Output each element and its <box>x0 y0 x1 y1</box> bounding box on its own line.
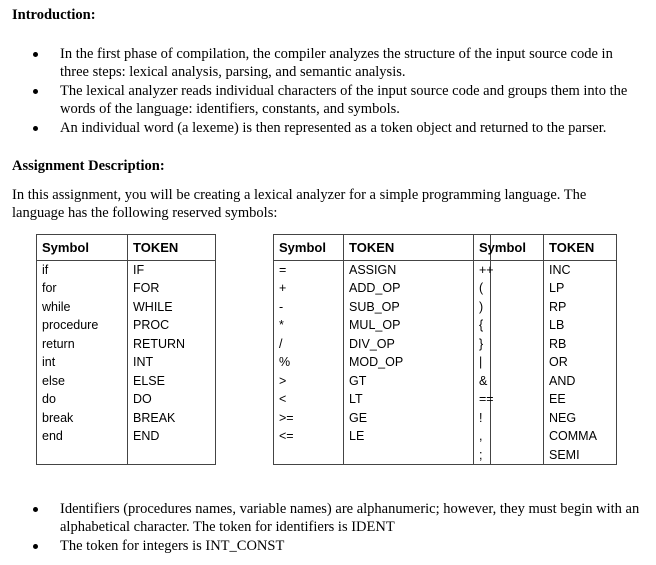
intro-bullet-text: In the first phase of compilation, the compiler analyzes the structure of the input source code in three steps: lexical analysis, parsing, and semantic analysis. <box>60 46 613 80</box>
token-cell: ELSE <box>128 372 216 391</box>
notes-bullet-text: Identifiers (procedures names, variable names) are alphanumeric; however, they must begin with an alphabetical character. The token for identifiers is IDENT <box>60 501 640 535</box>
token-cell: MOD_OP <box>344 353 491 372</box>
symbol-cell: return <box>37 335 128 354</box>
column-header: TOKEN <box>344 235 491 261</box>
token-cell: INC <box>544 261 617 280</box>
symbol-cell: >= <box>274 409 344 428</box>
table-row <box>37 335 216 354</box>
symbol-cell: & <box>474 372 544 391</box>
symbol-cell: int <box>37 353 128 372</box>
table-row <box>37 427 216 446</box>
token-cell: WHILE <box>128 298 216 317</box>
token-cell: RETURN <box>128 335 216 354</box>
table-row <box>474 261 617 280</box>
table-row <box>37 298 216 317</box>
keyword-token-table <box>36 234 216 465</box>
symbol-cell: break <box>37 409 128 428</box>
intro-bullet <box>0 119 656 137</box>
token-cell: GT <box>344 372 491 391</box>
symbol-cell: + <box>274 279 344 298</box>
token-cell <box>128 446 216 465</box>
notes-bullet-list <box>0 500 656 556</box>
table-row <box>474 335 617 354</box>
token-cell: SEMI <box>544 446 617 465</box>
symbol-cell: procedure <box>37 316 128 335</box>
table-row <box>474 427 617 446</box>
symbol-cell: for <box>37 279 128 298</box>
notes-bullet <box>0 500 656 536</box>
token-cell: INT <box>128 353 216 372</box>
token-cell: MUL_OP <box>344 316 491 335</box>
bullet-dot-icon <box>33 52 38 57</box>
token-cell: GE <box>344 409 491 428</box>
table-row <box>37 390 216 409</box>
token-cell: LE <box>344 427 491 446</box>
symbol-cell: <= <box>274 427 344 446</box>
token-cell: SUB_OP <box>344 298 491 317</box>
notes-bullet-text: The token for integers is INT_CONST <box>60 538 285 554</box>
table-row <box>474 316 617 335</box>
token-cell <box>344 446 491 465</box>
table-row <box>37 261 216 280</box>
table-row <box>37 279 216 298</box>
symbol-cell: > <box>274 372 344 391</box>
table-row <box>37 409 216 428</box>
token-cell: ADD_OP <box>344 279 491 298</box>
token-cell: DIV_OP <box>344 335 491 354</box>
table-row <box>274 409 491 428</box>
table-header-row <box>37 235 216 261</box>
symbol-cell: == <box>474 390 544 409</box>
token-cell: EE <box>544 390 617 409</box>
bullet-dot-icon <box>33 89 38 94</box>
intro-bullet <box>0 82 656 118</box>
table-row <box>274 446 491 465</box>
symbol-cell: ) <box>474 298 544 317</box>
operator-token-table <box>273 234 491 465</box>
symbol-cell: if <box>37 261 128 280</box>
symbol-cell: while <box>37 298 128 317</box>
intro-bullet-list <box>0 45 656 138</box>
symbol-cell: , <box>474 427 544 446</box>
token-cell: AND <box>544 372 617 391</box>
table-row <box>274 353 491 372</box>
symbol-cell: % <box>274 353 344 372</box>
token-cell: PROC <box>128 316 216 335</box>
token-cell: ASSIGN <box>344 261 491 280</box>
symbol-cell: ( <box>474 279 544 298</box>
token-cell: RB <box>544 335 617 354</box>
table-row <box>474 372 617 391</box>
intro-heading: Introduction: <box>12 7 96 23</box>
symbol-cell: ! <box>474 409 544 428</box>
bullet-dot-icon <box>33 126 38 131</box>
table-row <box>474 390 617 409</box>
token-cell: IF <box>128 261 216 280</box>
symbol-cell: ++ <box>474 261 544 280</box>
symbol-cell: end <box>37 427 128 446</box>
symbol-cell <box>37 446 128 465</box>
symbol-cell: / <box>274 335 344 354</box>
token-cell: RP <box>544 298 617 317</box>
symbol-cell: else <box>37 372 128 391</box>
assignment-heading: Assignment Description: <box>12 158 165 174</box>
bullet-dot-icon <box>33 544 38 549</box>
token-cell: NEG <box>544 409 617 428</box>
symbol-cell <box>274 446 344 465</box>
token-cell: END <box>128 427 216 446</box>
symbol-cell: | <box>474 353 544 372</box>
table-row <box>37 446 216 465</box>
symbol-cell: do <box>37 390 128 409</box>
token-cell: DO <box>128 390 216 409</box>
table-row <box>37 353 216 372</box>
intro-bullet-text: The lexical analyzer reads individual characters of the input source code and groups them into the words of the language: identifiers, constants, and symbols. <box>60 83 628 117</box>
symbol-cell: } <box>474 335 544 354</box>
table-row <box>474 353 617 372</box>
column-header: Symbol <box>274 235 344 261</box>
table-row <box>37 372 216 391</box>
table-row <box>274 390 491 409</box>
token-cell: OR <box>544 353 617 372</box>
table-row <box>274 261 491 280</box>
punctuation-token-table <box>473 234 617 465</box>
token-cell: LB <box>544 316 617 335</box>
table-row <box>274 298 491 317</box>
notes-bullet <box>0 537 656 555</box>
token-cell: LP <box>544 279 617 298</box>
token-cell: LT <box>344 390 491 409</box>
token-cell: COMMA <box>544 427 617 446</box>
intro-bullet-text: An individual word (a lexeme) is then represented as a token object and returned to the parser. <box>60 120 607 136</box>
column-header: TOKEN <box>128 235 216 261</box>
token-cell: FOR <box>128 279 216 298</box>
bullet-dot-icon <box>33 507 38 512</box>
table-row <box>274 316 491 335</box>
table-row <box>37 316 216 335</box>
token-cell: BREAK <box>128 409 216 428</box>
column-header: TOKEN <box>544 235 617 261</box>
table-row <box>274 427 491 446</box>
table-row <box>474 279 617 298</box>
table-row <box>474 446 617 465</box>
symbol-cell: * <box>274 316 344 335</box>
column-header: Symbol <box>474 235 544 261</box>
table-header-row <box>474 235 617 261</box>
table-row <box>474 298 617 317</box>
table-header-row <box>274 235 491 261</box>
table-row <box>274 335 491 354</box>
symbol-cell: < <box>274 390 344 409</box>
symbol-cell: ; <box>474 446 544 465</box>
column-header: Symbol <box>37 235 128 261</box>
table-row <box>274 372 491 391</box>
table-row <box>274 279 491 298</box>
symbol-cell: - <box>274 298 344 317</box>
symbol-cell: = <box>274 261 344 280</box>
symbol-cell: { <box>474 316 544 335</box>
assignment-paragraph: In this assignment, you will be creating a lexical analyzer for a simple programming language. The language has the following reserved symbols: <box>12 187 587 221</box>
table-row <box>474 409 617 428</box>
intro-bullet <box>0 45 656 81</box>
